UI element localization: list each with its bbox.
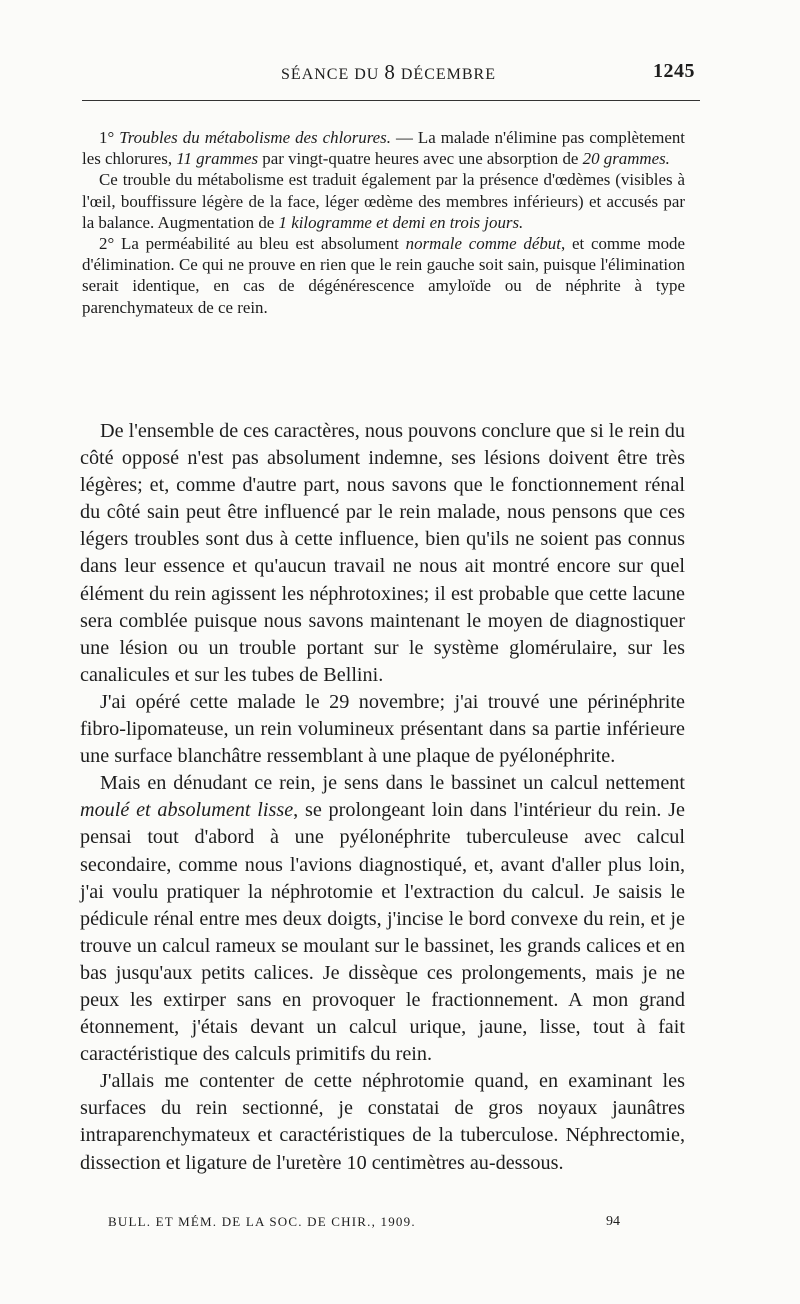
body-paragraph: [80, 689, 685, 770]
header-title-prefix: SÉANCE DU: [281, 66, 385, 83]
text-run: De l'ensemble de ces caractères, nous pouvons conclure que si le rein du côté opposé n'est pas absolument indemne, ses lésions doivent être très légères; et, comme d'autre part, nous savons que le fonctionnement rénal du côté sain peut être influencé par le rein malade, nous pensons que ces légers troubles sont dus à cette influence, bien qu'ils ne soient pas connus dans leur essence et qu'aucun travail ne nous ait montré encore sur quel élément du rein agissent les néphrotoxines; il est probable que cette lacune sera comblée puisque nous savons maintenant le moyen de diagnostiquer une lésion ou un trouble portant sur le système glomérulaire, sur les canalicules et sur les tubes de Bellini.: [80, 420, 685, 686]
text-run: , et comme mode d'élimination. Ce qui ne prouve en rien que le rein gauche soit sain, puisque l'élimination serait identique, en cas de dégénérescence amyloïde ou de néphrite à type parenchymateux de ce rein.: [82, 234, 685, 317]
page-number: 1245: [653, 60, 695, 82]
signature-mark: 94: [606, 1214, 620, 1229]
body-paragraph: [80, 1068, 685, 1176]
italic-text: moulé et absolument lisse: [80, 799, 294, 822]
header-title: [82, 60, 695, 85]
text-run: J'allais me contenter de cette néphrotomie quand, en examinant les surfaces du rein sectionné, je constatai de gros noyaux jaunâtres intraparenchymateux et caractéristiques de la tuberculose. Néphrectomie, dissection et ligature de l'uretère 10 centimètres au-dessous.: [80, 1070, 685, 1174]
note-paragraph: [82, 233, 685, 318]
note-paragraph: [82, 169, 685, 233]
footer: [108, 1214, 628, 1230]
header-title-day: 8: [384, 60, 396, 84]
italic-text: 1 kilogramme et demi en trois jours.: [278, 212, 524, 232]
text-run: Mais en dénudant ce rein, je sens dans le bassinet un calcul nettement: [100, 772, 685, 795]
header-rule: [82, 100, 700, 101]
main-text: [80, 418, 685, 1177]
note-paragraph: [82, 127, 685, 169]
body-paragraph: [80, 770, 685, 1068]
italic-text: 20 grammes.: [582, 149, 670, 169]
text-run: J'ai opéré cette malade le 29 novembre; j'ai trouvé une périnéphrite fibro-lipomateuse, un rein volumineux présentant dans sa partie inférieure une surface blanchâtre ressemblant à une plaque de pyélonéphrite.: [80, 690, 685, 768]
text-run: — La malade n'élimine pas complètement les chlorures,: [82, 128, 685, 169]
italic-text: 11 grammes: [176, 149, 259, 169]
running-header: [82, 60, 695, 86]
italic-text: normale comme début: [405, 234, 561, 254]
text-run: Ce trouble du métabolisme est traduit également par la présence d'œdèmes (visibles à l'œil, bouffissure légère de la face, léger œdème des membres inférieurs) et accusés par la balance. Augmentation de: [82, 170, 685, 232]
text-run: par vingt-quatre heures avec une absorption de: [258, 149, 583, 169]
text-run: 1°: [99, 128, 120, 147]
text-run: , se prolongeant loin dans l'intérieur du rein. Je pensai tout d'abord à une pyélonéphrite tuberculeuse avec calcul secondaire, comme nous l'avions diagnostiqué, et, avant d'aller plus loin, j'ai voulu pratiquer la néphrotomie et l'extraction du calcul. Je saisis le pédicule rénal entre mes deux doigts, j'incise le bord convexe du rein, et je trouve un calcul rameux se moulant sur le bassinet, les grands calices et en bas jusqu'aux petits calices. Je dissèque ces prolongements, mais je ne peux les extirper sans en provoquer le fractionnement. A mon grand étonnement, j'étais devant un calcul urique, jaune, lisse, tout à fait caractéristique des calculs primitifs du rein.: [80, 799, 685, 1066]
footer-citation: BULL. ET MÉM. DE LA SOC. DE CHIR., 1909.: [108, 1214, 416, 1229]
clinical-note: [82, 127, 685, 318]
header-title-suffix: DÉCEMBRE: [395, 66, 496, 83]
italic-text: Troubles du métabolisme des chlorures.: [119, 128, 391, 147]
text-run: 2° La perméabilité au bleu est absolument: [99, 234, 406, 254]
body-paragraph: [80, 418, 685, 689]
